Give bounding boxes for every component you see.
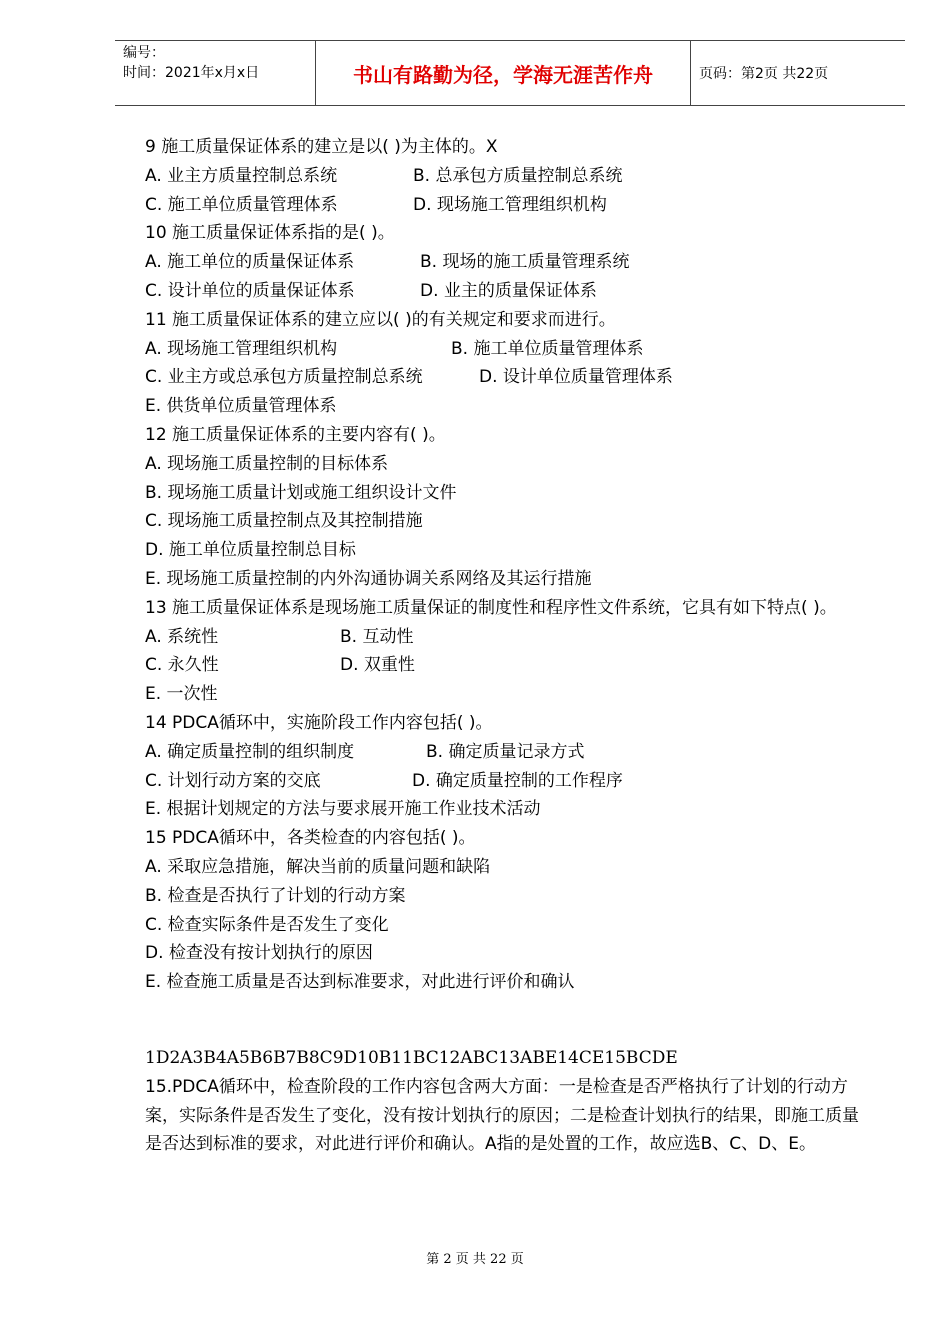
option-d: D. 业主的质量保证体系 [420, 280, 597, 301]
option-row [145, 623, 870, 652]
question-stem: 9 施工质量保证体系的建立是以( )为主体的。X [145, 137, 498, 157]
option-a: A. 现场施工质量控制的目标体系 [145, 453, 389, 474]
option-c: C. 检查实际条件是否发生了变化 [145, 914, 389, 935]
answer-explanation: 15.PDCA循环中，检查阶段的工作内容包含两大方面：一是检查是否严格执行了计划的行动方案，实际条件是否发生了变化，没有按计划执行的原因；二是检查计划执行的结果，即施工质量是否达到标准的要求，对此进行评价和确认。A指的是处置的工作，故应选B、C、D、E。 [145, 1076, 859, 1155]
option-a: A. 业主方质量控制总系统 [145, 165, 338, 186]
option-e: E. 检查施工质量是否达到标准要求，对此进行评价和确认 [145, 972, 575, 993]
option-c: C. 现场施工质量控制点及其控制措施 [145, 511, 423, 532]
option-b: B. 现场的施工质量管理系统 [420, 252, 630, 273]
option-b: B. 施工单位质量管理体系 [451, 338, 644, 359]
option-b: B. 检查是否执行了计划的行动方案 [145, 885, 406, 906]
option-row [145, 738, 870, 767]
option-c: C. 计划行动方案的交底 [145, 770, 321, 791]
option-e: E. 根据计划规定的方法与要求展开施工作业技术活动 [145, 799, 541, 820]
option-e: E. 一次性 [145, 684, 218, 705]
option-d: D. 现场施工管理组织机构 [413, 194, 607, 215]
option-d: D. 设计单位质量管理体系 [479, 367, 673, 388]
header-time-label: 时间：2021年x月x日 [123, 65, 260, 81]
option-c: C. 永久性 [145, 655, 219, 676]
option-row [145, 277, 870, 306]
option-row [145, 335, 870, 364]
question-stem: 14 PDCA循环中，实施阶段工作内容包括( )。 [145, 712, 493, 733]
option-e: E. 现场施工质量控制的内外沟通协调关系网络及其运行措施 [145, 568, 592, 589]
option-row [145, 248, 870, 277]
option-row [145, 191, 870, 220]
option-a: A. 施工单位的质量保证体系 [145, 252, 355, 273]
question-stem: 10 施工质量保证体系指的是( )。 [145, 223, 395, 244]
option-a: A. 现场施工管理组织机构 [145, 338, 338, 359]
option-c: C. 业主方或总承包方质量控制总系统 [145, 367, 423, 388]
header-meta [123, 43, 259, 83]
option-d: D. 确定质量控制的工作程序 [412, 770, 623, 791]
spacer [145, 997, 870, 1044]
option-c: C. 设计单位的质量保证体系 [145, 280, 355, 301]
header-motto: 书山有路勤为径，学海无涯苦作舟 [315, 41, 691, 105]
option-b: B. 确定质量记录方式 [426, 741, 585, 762]
option-row [145, 651, 870, 680]
option-e: E. 供货单位质量管理体系 [145, 396, 337, 417]
document-body [145, 133, 870, 1159]
page-header [115, 40, 905, 106]
option-a: A. 确定质量控制的组织制度 [145, 741, 355, 762]
option-row [145, 162, 870, 191]
option-c: C. 施工单位质量管理体系 [145, 194, 338, 215]
option-row [145, 363, 870, 392]
answer-key: 1D2A3B4A5B6B7B8C9D10B11BC12ABC13ABE14CE15BCDE [145, 1047, 678, 1068]
page-footer: 第 2 页 共 22 页 [426, 1252, 524, 1267]
option-d: D. 检查没有按计划执行的原因 [145, 943, 373, 964]
option-row [145, 767, 870, 796]
option-b: B. 总承包方质量控制总系统 [413, 165, 623, 186]
option-b: B. 现场施工质量计划或施工组织设计文件 [145, 482, 457, 503]
option-d: D. 施工单位质量控制总目标 [145, 540, 356, 561]
question-stem: 12 施工质量保证体系的主要内容有( )。 [145, 424, 446, 445]
header-page-label: 页码：第2页 共22页 [699, 66, 829, 82]
option-a: A. 系统性 [145, 626, 219, 647]
option-b: B. 互动性 [340, 626, 414, 647]
option-d: D. 双重性 [340, 655, 415, 676]
question-stem: 11 施工质量保证体系的建立应以( )的有关规定和要求而进行。 [145, 309, 616, 330]
option-a: A. 采取应急措施，解决当前的质量问题和缺陷 [145, 856, 491, 877]
question-stem: 13 施工质量保证体系是现场施工质量保证的制度性和程序性文件系统，它具有如下特点( )。 [145, 597, 837, 618]
question-stem: 15 PDCA循环中，各类检查的内容包括( )。 [145, 828, 476, 849]
header-number-label: 编号： [123, 45, 165, 61]
